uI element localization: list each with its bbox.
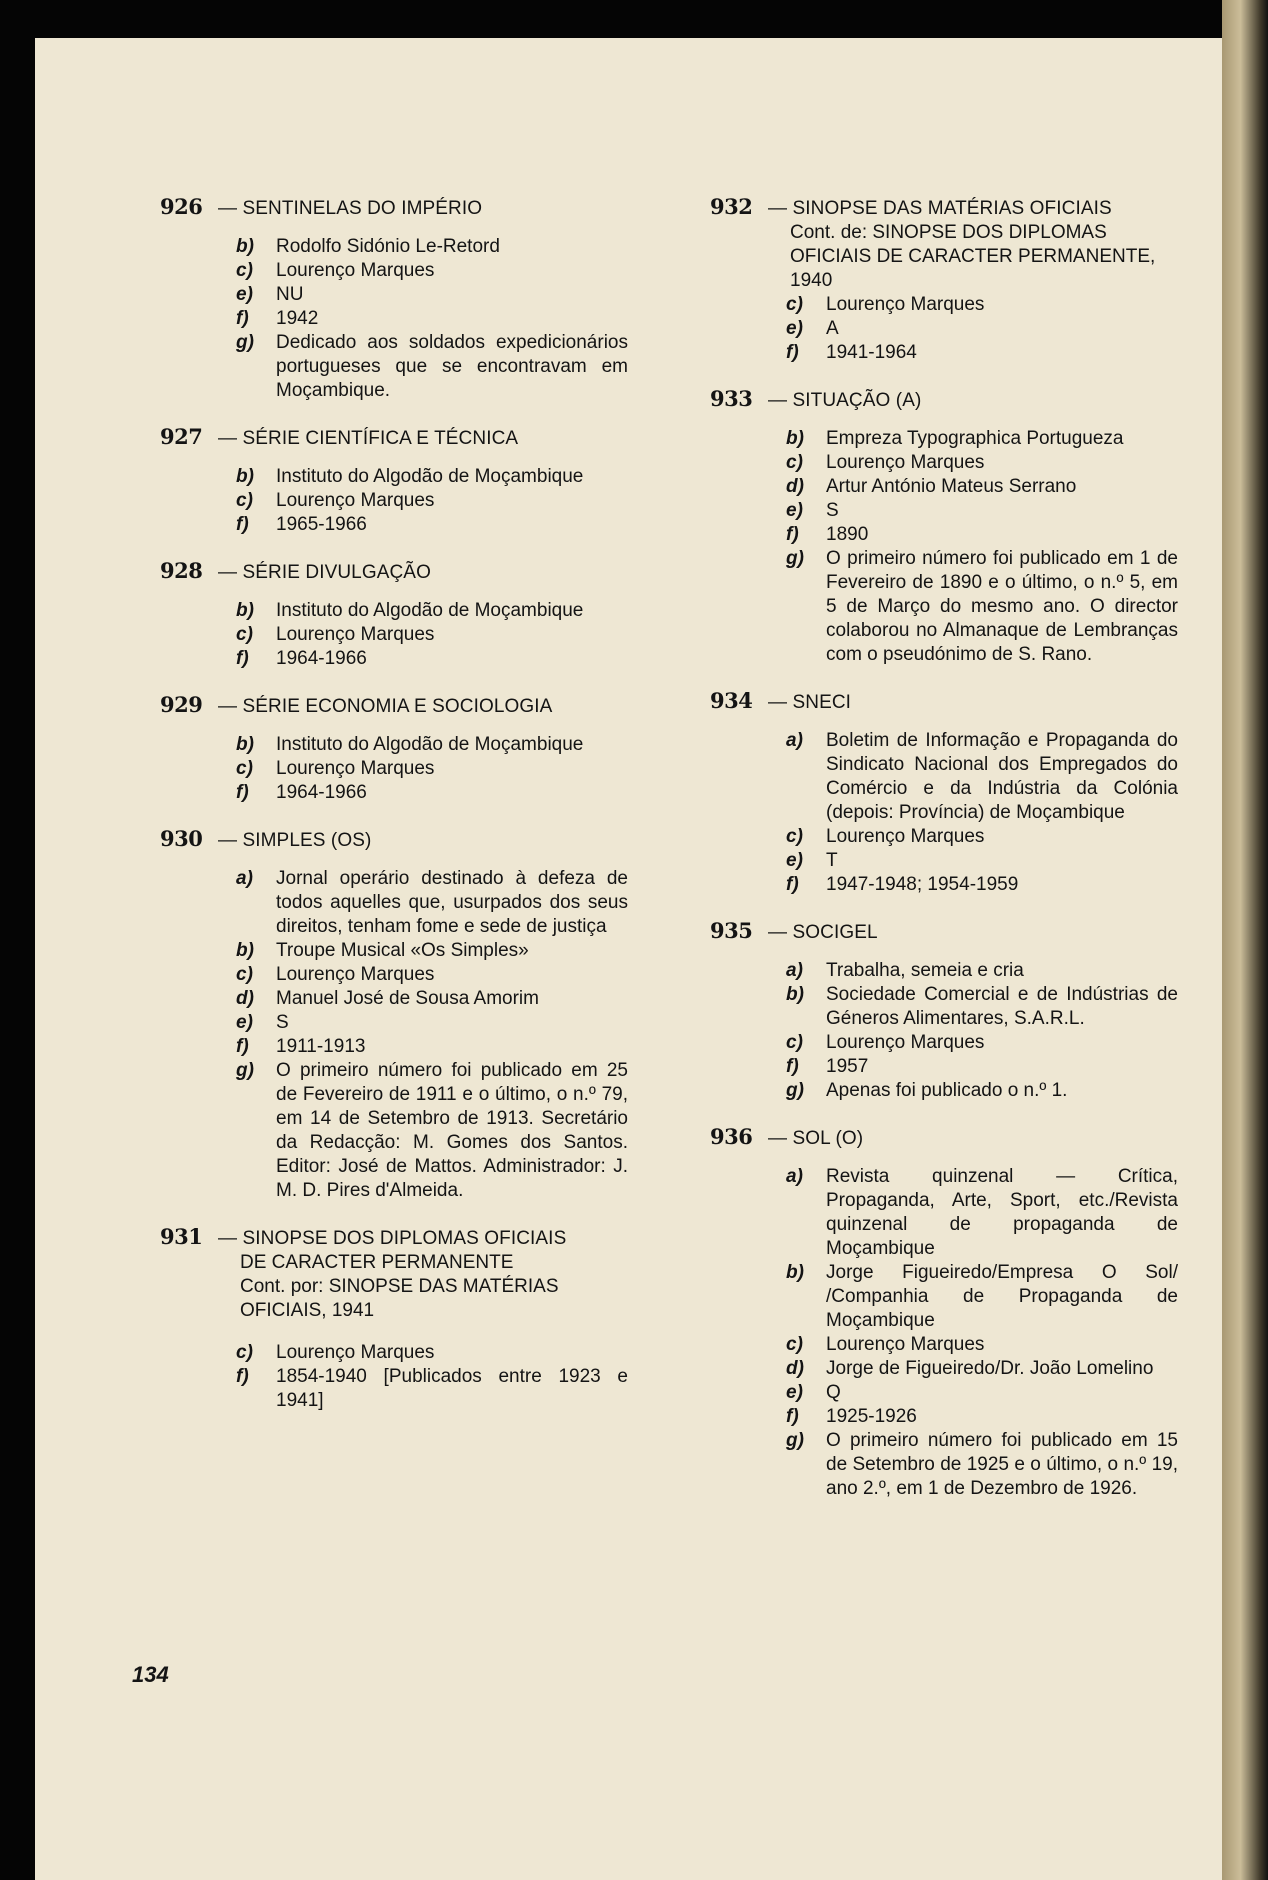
entry-field <box>710 523 1180 547</box>
field-text: Troupe Musical «Os Simples» <box>276 940 529 961</box>
catalog-entry <box>160 425 630 537</box>
field-text: 1890 <box>826 524 869 545</box>
catalog-entry <box>160 559 630 671</box>
entry-field <box>160 1011 630 1035</box>
catalog-entry <box>710 387 1180 667</box>
entry-field <box>710 451 1180 475</box>
entry-field <box>710 873 1180 897</box>
field-letter: b) <box>786 984 804 1005</box>
field-text: Jornal operário destinado à defeza de todos aquelles que, usurpados dos seus direitos, tenham fome e sede de justiça <box>276 868 628 937</box>
field-text: Empreza Typographica Portugueza <box>826 428 1124 449</box>
field-letter: c) <box>786 452 803 473</box>
entry-field <box>160 623 630 647</box>
entry-field <box>160 331 630 403</box>
catalog-entry <box>160 1225 630 1413</box>
entry-title: — SINOPSE DAS MATÉRIAS OFICIAIS <box>768 198 1112 219</box>
entry-number: 931 <box>160 1224 203 1249</box>
entry-number: 932 <box>710 194 753 219</box>
catalog-entry <box>160 693 630 805</box>
entry-fields <box>160 599 630 671</box>
field-text: O primeiro número foi publicado em 25 de Fevereiro de 1911 e o último, o n.º 79, em 14 de Setembro de 1913. Secretário da Redacção: M. Gomes dos Santos. Editor: José de Mattos. Administrador: J. M. D. Pires d'Almeida. <box>276 1060 628 1201</box>
right-column <box>710 195 1180 1523</box>
field-text: 1964-1966 <box>276 782 367 803</box>
entry-field <box>710 729 1180 825</box>
entry-title: — SÉRIE ECONOMIA E SOCIOLOGIA <box>218 696 553 717</box>
field-letter: a) <box>236 868 253 889</box>
page-edge-shadow <box>1222 0 1268 1880</box>
entry-heading <box>710 195 1180 221</box>
entry-heading <box>710 1125 1180 1151</box>
field-letter: c) <box>236 758 253 779</box>
field-letter: b) <box>236 734 254 755</box>
field-text: Boletim de Informação e Propaganda do Sindicato Nacional dos Empregados do Comércio e da Indústria da Colónia (depois: Província) de Moçambique <box>826 730 1178 823</box>
entry-fields <box>160 733 630 805</box>
entry-heading <box>160 559 630 585</box>
entry-field <box>160 1059 630 1203</box>
field-text: Jorge de Figueiredo/Dr. João Lomelino <box>826 1358 1154 1379</box>
field-text: T <box>826 850 838 871</box>
entry-field <box>160 489 630 513</box>
field-letter: b) <box>236 466 254 487</box>
field-letter: g) <box>786 1080 804 1101</box>
field-text: Lourenço Marques <box>276 1342 435 1363</box>
entry-field <box>160 939 630 963</box>
field-text: S <box>826 500 839 521</box>
entry-field <box>710 1381 1180 1405</box>
field-letter: f) <box>786 1056 799 1077</box>
entry-heading <box>160 827 630 853</box>
entry-heading <box>710 919 1180 945</box>
entry-field <box>160 781 630 805</box>
field-letter: f) <box>236 514 249 535</box>
entry-title: — SINOPSE DOS DIPLOMAS OFICIAIS <box>218 1228 567 1249</box>
field-text: NU <box>276 284 304 305</box>
field-text: A <box>826 318 839 339</box>
entry-fields <box>160 465 630 537</box>
field-text: Jorge Figueiredo/Empresa O Sol/ /Companhia de Propaganda de Moçambique <box>826 1262 1178 1331</box>
field-letter: c) <box>236 490 253 511</box>
field-text: Artur António Mateus Serrano <box>826 476 1077 497</box>
entry-title: — SÉRIE DIVULGAÇÃO <box>218 562 431 583</box>
field-text: 1854-1940 [Publicados entre 1923 e 1941] <box>276 1366 628 1411</box>
field-text: Trabalha, semeia e cria <box>826 960 1024 981</box>
field-text: 1957 <box>826 1056 869 1077</box>
field-text: 1942 <box>276 308 319 329</box>
entry-title-continued: DE CARACTER PERMANENTE <box>240 1252 514 1273</box>
entry-heading <box>160 195 630 221</box>
entry-title: — SÉRIE CIENTÍFICA E TÉCNICA <box>218 428 519 449</box>
field-text: Lourenço Marques <box>276 260 435 281</box>
entry-field <box>710 1031 1180 1055</box>
field-letter: f) <box>786 524 799 545</box>
field-text: Lourenço Marques <box>826 294 985 315</box>
field-letter: e) <box>236 284 253 305</box>
field-letter: f) <box>786 342 799 363</box>
field-letter: e) <box>786 1382 803 1403</box>
entry-title: — SNECI <box>768 692 852 713</box>
field-text: Lourenço Marques <box>276 964 435 985</box>
catalog-entry <box>710 1125 1180 1501</box>
field-letter: c) <box>786 1032 803 1053</box>
entry-fields <box>710 293 1180 365</box>
field-letter: a) <box>786 730 803 751</box>
field-text: Revista quinzenal — Crítica, Propaganda, Arte, Sport, etc./Revista quinzenal de propaganda de Moçambique <box>826 1166 1178 1259</box>
entry-field <box>710 825 1180 849</box>
entry-field <box>160 733 630 757</box>
entry-field <box>710 1333 1180 1357</box>
field-letter: e) <box>786 318 803 339</box>
field-letter: a) <box>786 960 803 981</box>
field-text: Apenas foi publicado o n.º 1. <box>826 1080 1068 1101</box>
field-letter: e) <box>786 850 803 871</box>
field-letter: b) <box>786 428 804 449</box>
field-letter: b) <box>236 940 254 961</box>
entry-field <box>710 547 1180 667</box>
entry-title: — SENTINELAS DO IMPÉRIO <box>218 198 483 219</box>
entry-number: 930 <box>160 826 203 851</box>
entry-fields <box>160 235 630 403</box>
field-letter: c) <box>236 624 253 645</box>
entry-number: 935 <box>710 918 753 943</box>
catalog-entry <box>710 689 1180 897</box>
field-text: Q <box>826 1382 841 1403</box>
left-column <box>160 195 630 1435</box>
field-text: Lourenço Marques <box>276 624 435 645</box>
field-text: Lourenço Marques <box>826 1334 985 1355</box>
field-letter: g) <box>786 1430 804 1451</box>
entry-field <box>160 867 630 939</box>
entry-number: 928 <box>160 558 203 583</box>
field-letter: d) <box>786 476 804 497</box>
field-text: Rodolfo Sidónio Le-Retord <box>276 236 500 257</box>
entry-field <box>160 1341 630 1365</box>
entry-field <box>710 499 1180 523</box>
field-letter: f) <box>236 1036 249 1057</box>
field-letter: f) <box>236 1366 249 1387</box>
field-text: 1911-1913 <box>276 1036 366 1057</box>
entry-field <box>710 475 1180 499</box>
entry-field <box>160 757 630 781</box>
field-letter: g) <box>786 548 804 569</box>
entry-heading <box>160 425 630 451</box>
field-letter: d) <box>236 988 254 1009</box>
entry-fields <box>710 427 1180 667</box>
entry-field <box>160 235 630 259</box>
field-text: O primeiro número foi publicado em 1 de Fevereiro de 1890 e o último, o n.º 5, em 5 de Março do mesmo ano. O director colaborou no Almanaque de Lembranças com o pseudónimo de S. Rano. <box>826 548 1178 665</box>
field-text: Lourenço Marques <box>276 490 435 511</box>
field-text: Manuel José de Sousa Amorim <box>276 988 539 1009</box>
field-letter: c) <box>236 964 253 985</box>
entry-heading <box>160 1225 630 1251</box>
entry-field <box>710 1429 1180 1501</box>
field-letter: c) <box>236 260 253 281</box>
entry-title: — SIMPLES (OS) <box>218 830 372 851</box>
field-text: 1965-1966 <box>276 514 367 535</box>
entry-fields <box>160 1341 630 1413</box>
entry-field <box>710 959 1180 983</box>
entry-field <box>710 983 1180 1031</box>
entry-number: 927 <box>160 424 203 449</box>
field-letter: b) <box>786 1262 804 1283</box>
entry-field <box>710 1165 1180 1261</box>
field-text: O primeiro número foi publicado em 15 de Setembro de 1925 e o último, o n.º 19, ano 2.º, em 1 de Dezembro de 1926. <box>826 1430 1178 1499</box>
field-text: Sociedade Comercial e de Indústrias de Géneros Alimentares, S.A.R.L. <box>826 984 1178 1029</box>
catalog-entry <box>710 195 1180 365</box>
field-letter: c) <box>236 1342 253 1363</box>
field-text: Lourenço Marques <box>826 1032 985 1053</box>
entry-field <box>160 1035 630 1059</box>
field-text: Lourenço Marques <box>826 826 985 847</box>
entry-field <box>160 259 630 283</box>
entry-field <box>710 1405 1180 1429</box>
entry-field <box>160 987 630 1011</box>
entry-field <box>160 1365 630 1413</box>
field-letter: g) <box>236 332 254 353</box>
field-text: Instituto do Algodão de Moçambique <box>276 600 584 621</box>
entry-field <box>710 849 1180 873</box>
entry-number: 936 <box>710 1124 753 1149</box>
entry-fields <box>710 1165 1180 1501</box>
page-number: 134 <box>132 1662 169 1687</box>
entry-field <box>160 465 630 489</box>
entry-number: 926 <box>160 194 203 219</box>
entry-fields <box>160 867 630 1203</box>
entry-field <box>160 307 630 331</box>
entry-number: 929 <box>160 692 203 717</box>
entry-field <box>160 963 630 987</box>
entry-number: 933 <box>710 386 753 411</box>
catalog-entry <box>160 195 630 403</box>
field-text: Instituto do Algodão de Moçambique <box>276 734 584 755</box>
field-text: 1941-1964 <box>826 342 917 363</box>
catalog-entry <box>160 827 630 1203</box>
entry-title: — SITUAÇÃO (A) <box>768 390 922 411</box>
field-letter: b) <box>236 600 254 621</box>
entry-title: — SOL (O) <box>768 1128 864 1149</box>
entry-fields <box>710 729 1180 897</box>
field-letter: c) <box>786 1334 803 1355</box>
entry-title: — SOCIGEL <box>768 922 878 943</box>
entry-field <box>160 647 630 671</box>
field-letter: e) <box>236 1012 253 1033</box>
entry-field <box>710 293 1180 317</box>
field-text: Lourenço Marques <box>276 758 435 779</box>
entry-heading <box>160 693 630 719</box>
field-letter: f) <box>786 1406 799 1427</box>
field-text: 1925-1926 <box>826 1406 917 1427</box>
entry-fields <box>710 959 1180 1103</box>
field-text: 1964-1966 <box>276 648 367 669</box>
entry-continuation-note: Cont. por: SINOPSE DAS MATÉRIAS OFICIAIS, 1941 <box>240 1276 559 1321</box>
entry-continuation-note: Cont. de: SINOPSE DOS DIPLOMAS OFICIAIS DE CARACTER PERMANENTE, 1940 <box>790 222 1156 291</box>
entry-number: 934 <box>710 688 753 713</box>
entry-field <box>710 1261 1180 1333</box>
field-text: 1947-1948; 1954-1959 <box>826 874 1019 895</box>
field-letter: b) <box>236 236 254 257</box>
entry-field <box>710 1079 1180 1103</box>
entry-field <box>160 513 630 537</box>
field-letter: c) <box>786 294 803 315</box>
catalog-entry <box>710 919 1180 1103</box>
field-letter: d) <box>786 1358 804 1379</box>
field-letter: a) <box>786 1166 803 1187</box>
entry-field <box>710 1055 1180 1079</box>
entry-heading <box>710 387 1180 413</box>
field-text: Instituto do Algodão de Moçambique <box>276 466 584 487</box>
field-letter: f) <box>236 782 249 803</box>
field-letter: c) <box>786 826 803 847</box>
entry-field <box>160 283 630 307</box>
field-letter: g) <box>236 1060 254 1081</box>
entry-field <box>710 317 1180 341</box>
field-letter: f) <box>786 874 799 895</box>
field-letter: e) <box>786 500 803 521</box>
field-letter: f) <box>236 308 249 329</box>
field-text: Dedicado aos soldados expedicionários portugueses que se encontravam em Moçambique. <box>276 332 628 401</box>
field-text: Lourenço Marques <box>826 452 985 473</box>
field-letter: f) <box>236 648 249 669</box>
entry-field <box>710 341 1180 365</box>
entry-field <box>160 599 630 623</box>
entry-field <box>710 427 1180 451</box>
entry-field <box>710 1357 1180 1381</box>
entry-heading <box>710 689 1180 715</box>
field-text: S <box>276 1012 289 1033</box>
